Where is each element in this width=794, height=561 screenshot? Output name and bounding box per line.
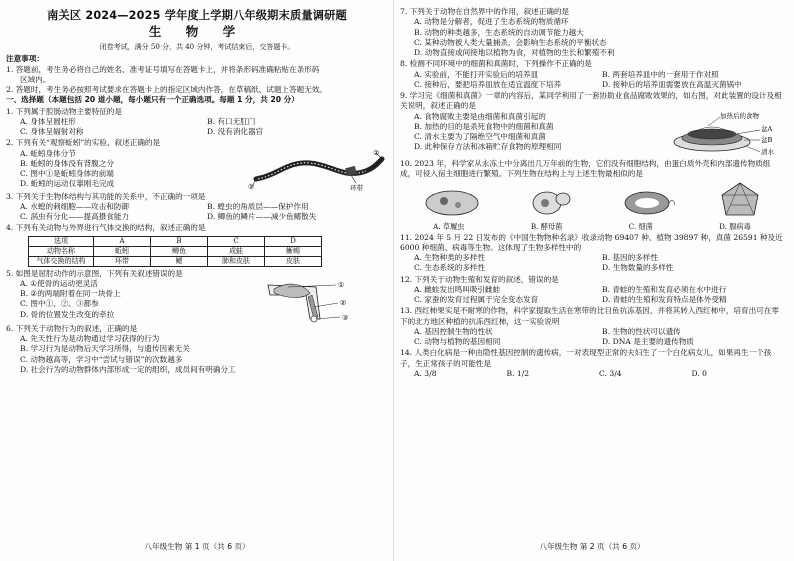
option: B. 动物的种类越多，生态系统的自动调节能力越大 xyxy=(414,27,584,37)
option: B. 两套培养皿中的一套用于作对照 xyxy=(602,69,719,79)
option: A. 3/8 xyxy=(414,368,437,378)
option: A. 草履虫 xyxy=(433,222,465,231)
option: B. 加热的目的是杀死食物中的细菌和真菌 xyxy=(414,121,554,131)
option: C. 动物越高等，学习中“尝试与错误”的次数越多 xyxy=(20,354,183,364)
figure-label: ② xyxy=(340,298,347,307)
option: B. 青蛙的生殖和发育必须在水中进行 xyxy=(602,284,727,294)
table-row xyxy=(29,236,322,246)
option: D. 没有消化器官 xyxy=(207,127,264,137)
figure-label: ① xyxy=(248,182,255,191)
question-13: 13. 西红柿果实是不耐寒的作物，科学家提取生活在寒带的比目鱼抗冻基因，并将其转入西红柿中，培育出可在零下的北方地区种植的抗冻西红柿，这一实验说明 xyxy=(400,306,779,326)
question-5-options xyxy=(6,279,258,323)
question-11: 11. 2024 年 5 月 22 日发布的《中国生物物种名录》收录动物 69407 种、植物 39897 种，真菌 26591 种及近 6000 种细菌、病毒等生物。这体现了生物多样性中的 xyxy=(400,232,783,252)
question-2-options xyxy=(6,149,248,191)
option: C. 图中①、②、③都参 xyxy=(20,299,99,309)
yeast-icon xyxy=(525,185,575,221)
question-5-body xyxy=(6,279,388,323)
figure-label: 清水 xyxy=(761,147,774,156)
adenovirus-icon xyxy=(718,181,762,221)
bacterium-icon xyxy=(619,185,675,221)
option: D. 0 xyxy=(691,368,707,378)
option: D. 接种后的培养皿需要放在高温灭菌锅中 xyxy=(602,79,742,89)
page-2 xyxy=(400,6,784,556)
option: C. 身体呈辐射对称 xyxy=(20,127,84,137)
option: D. 鲫鱼的鳞片——减少鱼鳍散失 xyxy=(207,212,317,222)
option: B. 学习行为是动物后天学习所得，与遗传因素无关 xyxy=(20,344,190,354)
option: D. 动物直接或间接地以植物为食，对植物的生长和繁殖不利 xyxy=(414,48,615,57)
option: A. 雌蛙发出鸣叫吸引雌蛙 xyxy=(414,284,501,294)
question-4-table xyxy=(28,236,322,267)
option: C. 3/4 xyxy=(599,368,622,378)
question-2: 2. 下列有关“观察蚯蚓”的实验，叙述正确的是 xyxy=(6,138,161,148)
option: D. 骨的位置发生改变的牵拉 xyxy=(20,309,115,319)
figure-label: 盆B xyxy=(761,135,773,144)
question-4: 4. 下列有关动物与外界进行气体交换的结构，叙述正确的是 xyxy=(6,223,206,233)
option: A. 基因控制生物的性状 xyxy=(414,326,493,336)
option: D. DNA 是主要的遗传物质 xyxy=(602,337,695,347)
question-14: 14. 人类白化病是一种由隐性基因控制的遗传病，一对表现型正常的夫妇生了一个白化病女儿，如果再生一个孩子，生正常孩子的可能性是 xyxy=(400,348,772,368)
table-cell: 选项 xyxy=(29,236,94,246)
option: A. ①使骨的运动更灵活 xyxy=(20,278,98,288)
option: D. 青蛙的生殖和发育特点是体外受精 xyxy=(602,295,727,305)
option: A. 实验前，不能打开实验后的培养皿 xyxy=(414,69,539,79)
question-9-body xyxy=(400,112,784,158)
question-10: 10. 2023 年，科学家从永冻土中分离出几万年前的生物，它们没有细胞结构，由蛋白质外壳和内部遗传物质组成，可侵入宿主细胞进行繁殖。下列生物在结构上与上述生物最相似的是 xyxy=(400,158,771,178)
option: D. 生物数量的多样性 xyxy=(602,263,674,273)
table-cell: 动物名称 xyxy=(29,246,94,256)
option: B. 基因的多样性 xyxy=(602,253,658,263)
table-cell: 蜥蜴 xyxy=(265,246,322,256)
table-cell: 成蛙 xyxy=(208,246,265,256)
question-12: 12. 下列关于动物生殖和发育的叙述，错误的是 xyxy=(400,274,559,284)
option: C. 清水主要为了隔绝空气中细菌和真菌 xyxy=(414,132,546,141)
notice-item-1: 1. 答题前，考生务必将自己的姓名、准考证号填写在答题卡上，并将条形码准确粘贴在条形码 xyxy=(6,64,320,74)
page-1 xyxy=(6,6,388,556)
option: D. 此种保存方法和冰箱贮存食物的原理相同 xyxy=(414,142,562,152)
question-9: 9. 学习完《细菌和真菌》一章的内容后，某同学利用了一套协助业食品腐败效果的，如右图，对此装置的设计及相关说明，叙述正确的是 xyxy=(400,91,782,111)
option: B. 1/2 xyxy=(506,368,530,378)
option: D. 腺病毒 xyxy=(719,222,751,231)
table-row xyxy=(29,256,322,266)
question-10-figures xyxy=(400,181,784,221)
subject-heading: 生 物 学 xyxy=(148,24,246,40)
option: B. 蚯蚓的身体没有背腹之分 xyxy=(20,158,114,168)
question-7: 7. 下列关于动物在自然界中的作用，叙述正确的是 xyxy=(400,7,570,16)
question-14-options xyxy=(400,369,784,379)
section-heading: 一、选择题（本题包括 20 道小题，每小题只有一个正确选项。每题 1 分，共 20 分） xyxy=(6,95,299,105)
table-cell: 肺和皮肤 xyxy=(208,256,265,266)
question-2-body xyxy=(6,149,388,191)
option: B. 有口无肛门 xyxy=(207,116,256,126)
question-9-options xyxy=(400,112,664,158)
table-cell: 气体交换的结构 xyxy=(29,256,94,266)
option: A. 动物是分解者，促进了生态系统的物质循环 xyxy=(414,17,569,27)
figure-label: 环带 xyxy=(350,183,363,191)
option: C. 图中①是蚯蚓身体的前端 xyxy=(20,169,114,179)
question-1: 1. 下列属于腔肠动物主要特征的是 xyxy=(6,106,122,116)
question-13-options xyxy=(400,327,784,348)
notice-heading: 注意事项： xyxy=(6,54,44,64)
option: B. 生物的性状可以遗传 xyxy=(602,326,681,336)
option: D. 社会行为的动物群体内部形成一定的组织，成员间有明确分工 xyxy=(20,364,236,374)
question-12-options xyxy=(400,285,784,306)
table-cell: 鲫鱼 xyxy=(151,246,208,256)
question-1-options xyxy=(6,117,388,138)
option: A. 水螅的刺细胞——攻击和防御 xyxy=(20,201,130,211)
option: A. 蚯蚓身体分节 xyxy=(20,148,76,158)
option: C. 某种动物被人类大量捕杀，会影响生态系统的平衡状态 xyxy=(414,37,607,47)
question-5: 5. 如图是屈肘动作的示意图，下列有关叙述错误的是 xyxy=(6,268,183,278)
figure-label: ② xyxy=(373,148,380,157)
option: B. ②的两端附着在同一块骨上 xyxy=(20,289,121,299)
table-cell: 鳃 xyxy=(151,256,208,266)
question-10-options xyxy=(400,221,784,232)
option: C. 涡虫有分化——提高摄食能力 xyxy=(20,212,130,222)
figure-label: 加热后的食物 xyxy=(720,111,759,120)
exam-title: 南关区 2024—2025 学年度上学期八年级期末质量调研题 xyxy=(47,9,347,22)
question-6: 6. 下列关于动物行为的叙述，正确的是 xyxy=(6,323,138,333)
table-cell: 蚯蚓 xyxy=(94,246,151,256)
figure-label: ① xyxy=(338,280,345,289)
option: C. 动物与植物的基因相同 xyxy=(414,337,501,347)
question-6-options xyxy=(6,334,388,375)
earthworm-figure xyxy=(248,149,388,191)
food-preservation-figure xyxy=(664,112,784,158)
elbow-flexion-figure xyxy=(258,279,388,323)
exam-info: 闭卷考试，满分 50 分，共 40 分钟，考试结束后，交答题卡。 xyxy=(99,42,295,51)
table-cell: 环带 xyxy=(94,256,151,266)
option: D. 蚯蚓的运动仅靠刚毛完成 xyxy=(20,179,115,189)
table-cell: 皮肤 xyxy=(265,256,322,266)
option: A. 生物种类的多样性 xyxy=(414,253,486,263)
page-divider xyxy=(393,0,394,561)
page-footer: 八年级生物 第 2 页（共 6 页） xyxy=(539,541,645,551)
question-8: 8. 检测不同环境中的细菌和真菌时，下列操作不正确的是 xyxy=(400,59,592,69)
notice-item-2: 2. 答题时，考生务必按照考试要求在答题卡上的指定区域内作答，在草稿纸、试题上答题无效。 xyxy=(6,85,327,95)
option: A. 身体呈圆柱形 xyxy=(20,116,76,126)
option: C. 家蚕的发育过程属于完全变态发育 xyxy=(414,295,539,305)
table-cell: D xyxy=(265,236,322,246)
question-3: 3. 下列关于生物体结构与其功能的关系中，不正确的一项是 xyxy=(6,191,206,201)
page-footer: 八年级生物 第 1 页（共 6 页） xyxy=(144,541,250,551)
option: A. 先天性行为是动物通过学习获得的行为 xyxy=(20,334,160,344)
table-row xyxy=(29,246,322,256)
option: C. 生态系统的多样性 xyxy=(414,263,486,273)
notice-item-1-cont: 区域内。 xyxy=(20,74,51,84)
table-cell: A xyxy=(94,236,151,246)
option: A. 食物腐败主要是由细菌和真菌引起的 xyxy=(414,111,546,121)
question-7-options xyxy=(400,17,784,58)
option: C. 接种后，要把培养皿放在适宜温度下培养 xyxy=(414,79,562,89)
question-11-options xyxy=(400,253,784,274)
paramecium-icon xyxy=(422,185,482,221)
option: B. 酵母菌 xyxy=(530,222,563,231)
table-cell: C xyxy=(208,236,265,246)
option: B. 蝗虫的角质层——保护作用 xyxy=(207,201,309,211)
option: C. 细菌 xyxy=(628,222,653,231)
table-cell: B xyxy=(151,236,208,246)
question-8-options xyxy=(400,70,784,91)
figure-label: ③ xyxy=(342,313,349,322)
question-3-options xyxy=(6,202,388,223)
figure-label: 盆A xyxy=(761,124,773,133)
